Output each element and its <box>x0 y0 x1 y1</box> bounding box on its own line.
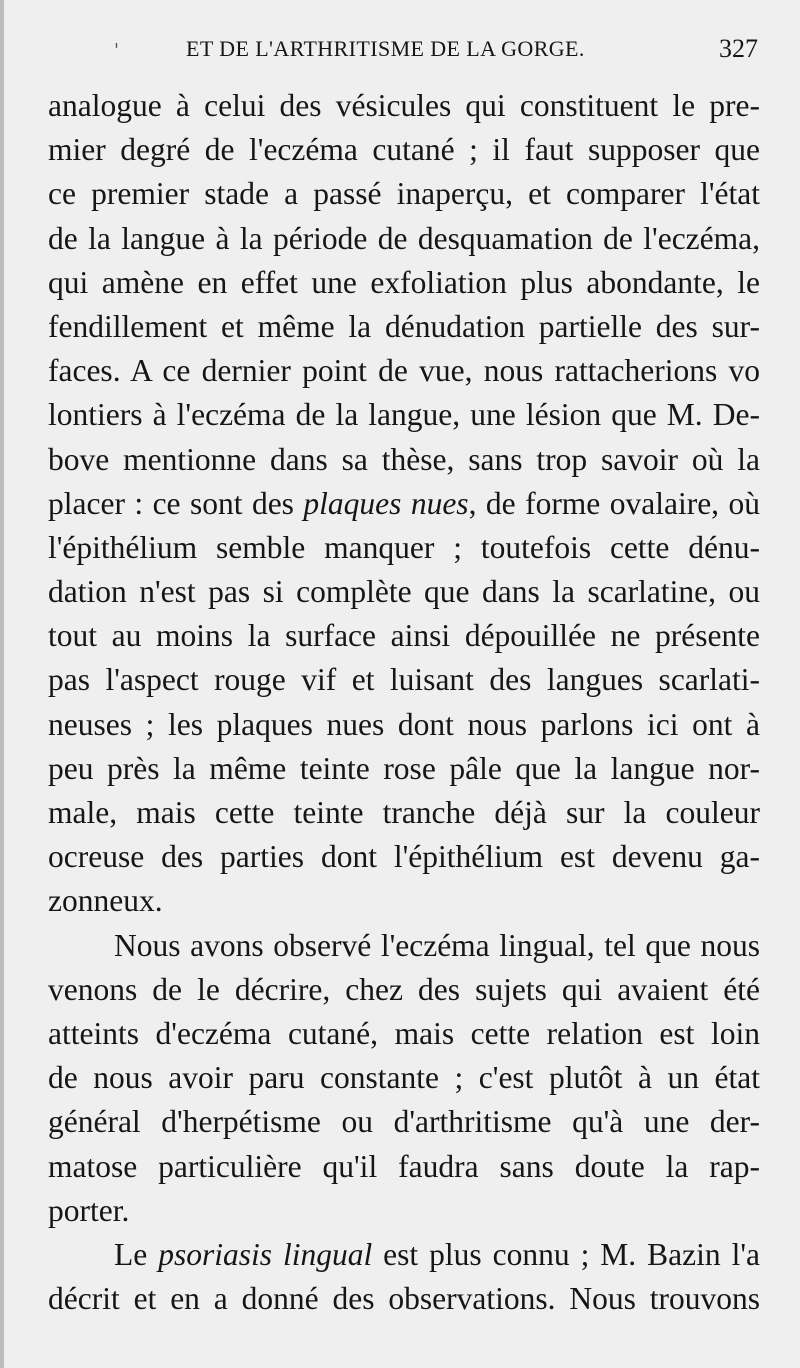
text-segment: pas l'aspect rouge vif et luisant des langues scarlati- <box>48 662 760 698</box>
italic-text: plaques nues <box>303 485 469 521</box>
text-line <box>48 305 760 349</box>
text-line <box>48 1189 760 1233</box>
text-segment: est plus connu ; M. Bazin l'a <box>372 1236 760 1272</box>
text-line <box>48 835 760 879</box>
text-line <box>48 526 760 570</box>
text-line <box>48 791 760 835</box>
text-line <box>48 84 760 128</box>
text-line <box>48 349 760 393</box>
text-line <box>48 1233 760 1277</box>
text-segment: ocreuse des parties dont l'épithélium est devenu ga- <box>48 839 760 875</box>
text-segment: faces. A ce dernier point de vue, nous rattacherions vo <box>48 353 760 389</box>
text-line <box>48 1056 760 1100</box>
text-line <box>48 1277 760 1321</box>
text-segment: de nous avoir paru constante ; c'est plutôt à un état <box>48 1060 760 1096</box>
text-segment: analogue à celui des vésicules qui constituent le pre- <box>48 88 760 123</box>
text-line <box>48 438 760 482</box>
text-segment: , de forme ovalaire, où <box>468 485 760 521</box>
text-segment: peu près la même teinte rose pâle que la langue nor- <box>48 750 760 786</box>
text-segment: ce premier stade a passé inaperçu, et comparer l'état <box>48 176 760 212</box>
text-segment: venons de le décrire, chez des sujets qui avaient été <box>48 971 760 1007</box>
text-segment: général d'herpétisme ou d'arthritisme qu'à une der- <box>48 1104 760 1140</box>
text-segment: placer : ce sont des <box>48 485 304 521</box>
page-number: 327 <box>719 34 758 63</box>
text-segment: fendillement et même la dénudation partielle des sur- <box>48 308 760 344</box>
header-mark: ' <box>114 40 119 61</box>
text-segment: Le <box>114 1236 159 1272</box>
text-segment: atteints d'eczéma cutané, mais cette relation est loin <box>48 1015 760 1051</box>
text-segment: Nous avons observé l'eczéma lingual, tel que nous <box>114 927 760 963</box>
running-header <box>48 30 758 70</box>
text-line <box>48 172 760 216</box>
text-line <box>48 1100 760 1144</box>
text-segment: qui amène en effet une exfoliation plus abondante, le <box>48 264 760 300</box>
italic-text: psoriasis lingual <box>158 1236 373 1272</box>
text-segment: l'épithélium semble manquer ; toutefois cette dénu- <box>48 529 760 565</box>
text-line <box>48 1012 760 1056</box>
text-segment: matose particulière qu'il faudra sans doute la rap- <box>48 1148 760 1184</box>
text-line <box>48 924 760 968</box>
text-segment: zonneux. <box>48 883 163 919</box>
text-line <box>48 614 760 658</box>
text-segment: bove mentionne dans sa thèse, sans trop savoir où la <box>48 441 760 477</box>
text-line <box>48 703 760 747</box>
running-title: ET DE L'ARTHRITISME DE LA GORGE. <box>186 36 585 61</box>
page-edge <box>0 0 4 1368</box>
text-line <box>48 261 760 305</box>
text-segment: dation n'est pas si complète que dans la scarlatine, ou <box>48 574 760 610</box>
text-line <box>48 747 760 791</box>
text-segment: neuses ; les plaques nues dont nous parlons ici ont à <box>48 706 760 742</box>
text-line <box>48 1145 760 1189</box>
text-segment: tout au moins la surface ainsi dépouillée ne présente <box>48 618 760 654</box>
text-line <box>48 968 760 1012</box>
text-segment: décrit et en a donné des observations. Nous trouvons <box>48 1281 760 1317</box>
text-line <box>48 879 760 923</box>
body-text <box>48 84 760 1321</box>
text-line <box>48 570 760 614</box>
text-segment: de la langue à la période de desquamation de l'eczéma, <box>48 220 760 256</box>
text-line <box>48 393 760 437</box>
text-segment: male, mais cette teinte tranche déjà sur la couleur <box>48 795 760 830</box>
text-line <box>48 128 760 172</box>
text-segment: lontiers à l'eczéma de la langue, une lésion que M. De- <box>48 397 760 433</box>
text-line <box>48 217 760 261</box>
text-line <box>48 658 760 702</box>
text-segment: mier degré de l'eczéma cutané ; il faut supposer que <box>48 132 760 168</box>
text-line <box>48 482 760 526</box>
text-segment: porter. <box>48 1192 130 1228</box>
